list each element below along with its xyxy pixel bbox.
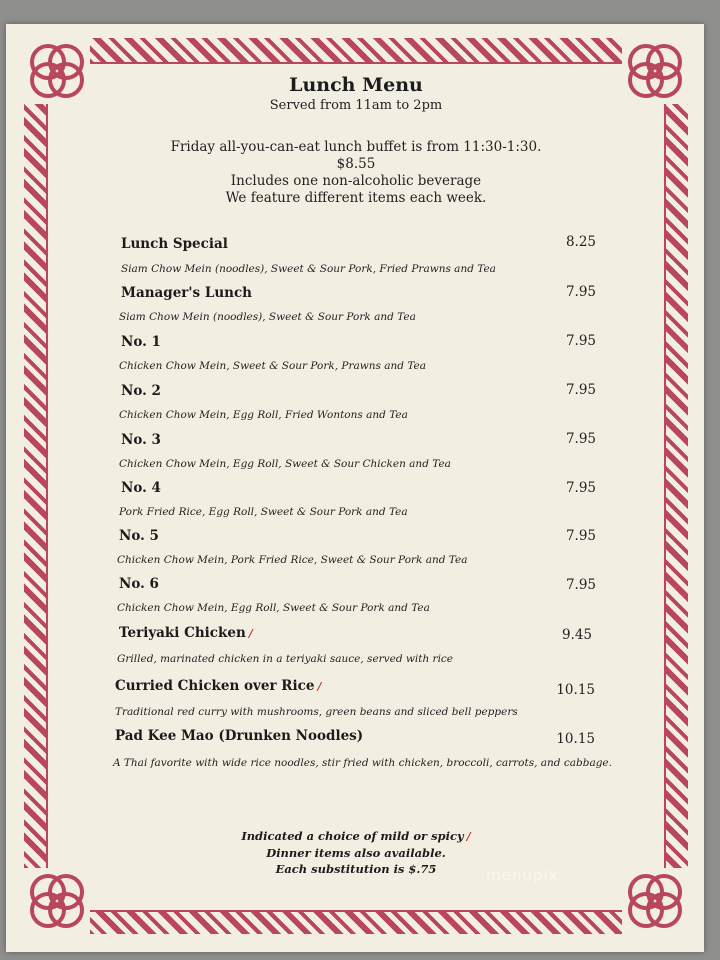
item-price: 7.95 <box>565 480 596 496</box>
item-name: No. 6 <box>119 576 159 592</box>
item-price: 7.95 <box>565 333 596 349</box>
buffet-beverage: Includes one non-alcoholic beverage <box>230 173 482 189</box>
item-name: No. 2 <box>121 383 161 399</box>
item-name: No. 3 <box>121 432 161 448</box>
buffet-weekly: We feature different items each week. <box>225 190 487 206</box>
chili-pepper-icon: ∕ <box>317 680 322 693</box>
item-description: Chicken Chow Mein, Pork Fried Rice, Sweet & Sour Pork and Tea <box>117 554 468 566</box>
item-price: 7.95 <box>565 431 596 447</box>
chili-pepper-icon: ∕ <box>466 830 471 843</box>
item-name: No. 5 <box>119 528 159 544</box>
item-name-spicy <box>119 625 253 641</box>
spicy-note <box>0 829 712 843</box>
item-name: Pad Kee Mao (Drunken Noodles) <box>115 728 364 744</box>
watermark: menupix <box>486 866 559 884</box>
item-price: 10.15 <box>556 731 595 747</box>
item-price: 10.15 <box>556 682 595 698</box>
spicy-note-text: Indicated a choice of mild or spicy <box>241 829 464 843</box>
item-price: 8.25 <box>565 234 596 250</box>
item-name: Manager's Lunch <box>121 285 252 301</box>
item-description: Grilled, marinated chicken in a teriyaki sauce, served with rice <box>117 653 454 665</box>
substitution-note: Each substitution is $.75 <box>275 862 437 876</box>
item-name-text: Teriyaki Chicken <box>119 625 246 641</box>
item-name: No. 4 <box>121 480 161 496</box>
item-name: No. 1 <box>121 334 161 350</box>
item-price: 7.95 <box>565 528 596 544</box>
service-hours: Served from 11am to 2pm <box>269 98 443 113</box>
chili-pepper-icon: ∕ <box>248 627 253 640</box>
item-description: Pork Fried Rice, Egg Roll, Sweet & Sour Pork and Tea <box>119 506 408 518</box>
page-title: Lunch Menu <box>289 74 423 96</box>
item-description: Chicken Chow Mein, Egg Roll, Sweet & Sour Pork and Tea <box>117 602 430 614</box>
item-description: Chicken Chow Mein, Egg Roll, Sweet & Sour Chicken and Tea <box>119 458 451 470</box>
buffet-info: Friday all-you-can-eat lunch buffet is from 11:30-1:30. <box>170 139 542 155</box>
item-price: 7.95 <box>565 577 596 593</box>
buffet-price: $8.55 <box>336 156 376 172</box>
item-name-spicy <box>115 678 321 694</box>
item-name-text: Curried Chicken over Rice <box>115 678 315 694</box>
item-description: Siam Chow Mein (noodles), Sweet & Sour Pork, Fried Prawns and Tea <box>121 263 496 275</box>
item-price: 7.95 <box>565 382 596 398</box>
item-name: Lunch Special <box>121 236 228 252</box>
dinner-note: Dinner items also available. <box>266 846 446 860</box>
item-description: Traditional red curry with mushrooms, green beans and sliced bell peppers <box>115 706 518 718</box>
item-description: Siam Chow Mein (noodles), Sweet & Sour Pork and Tea <box>119 311 416 323</box>
item-price: 9.45 <box>561 627 592 643</box>
item-description: Chicken Chow Mein, Egg Roll, Fried Wontons and Tea <box>119 409 408 421</box>
item-price: 7.95 <box>565 284 596 300</box>
item-description: A Thai favorite with wide rice noodles, stir fried with chicken, broccoli, carrots, and cabbage. <box>113 757 612 769</box>
item-description: Chicken Chow Mein, Sweet & Sour Pork, Prawns and Tea <box>119 360 426 372</box>
